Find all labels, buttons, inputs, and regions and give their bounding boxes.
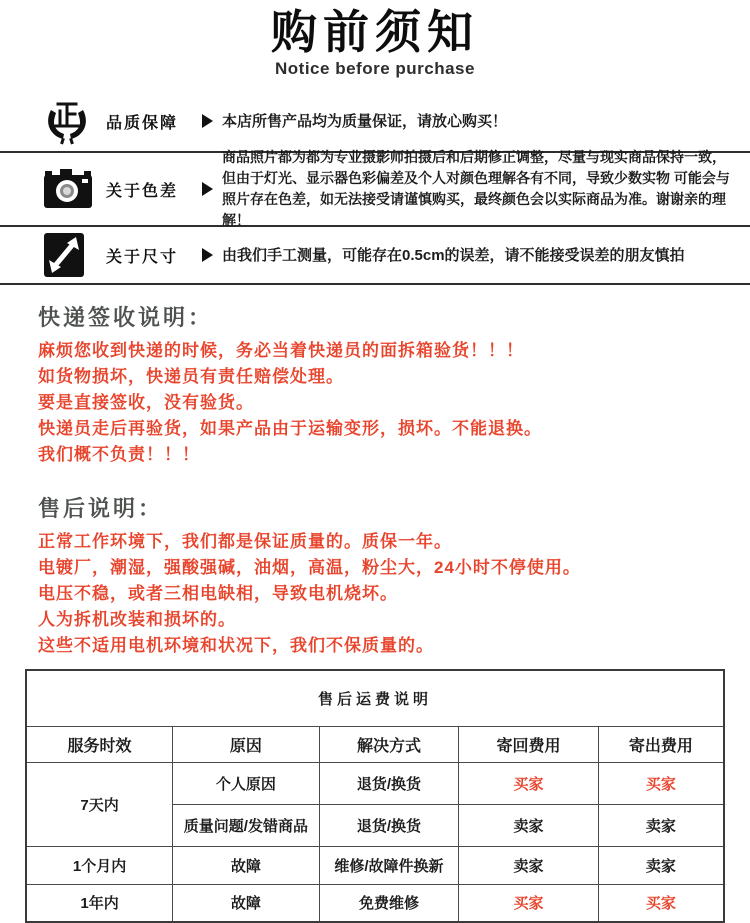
notice-label: 关于色差 <box>106 182 179 200</box>
cell-send-fee: 卖家 <box>598 846 724 884</box>
triangle-bullet-icon <box>202 182 213 196</box>
cell-send-fee: 买家 <box>598 762 724 804</box>
warning-line: 如货物损坏，快递员有责任赔偿处理。 <box>38 367 344 386</box>
table-title-row <box>26 670 724 726</box>
section-title: 快递签收说明： <box>38 305 214 330</box>
warning-line: 电压不稳，或者三相电缺相，导致电机烧坏。 <box>38 584 398 603</box>
cell-send-fee: 卖家 <box>598 804 724 846</box>
cell-solution: 退货/换货 <box>319 762 459 804</box>
delivery-inspection-section <box>0 301 750 468</box>
col-header-return-fee: 寄回费用 <box>459 726 599 762</box>
col-header-send-fee: 寄出费用 <box>598 726 724 762</box>
warning-line: 麻烦您收到快递的时候，务必当着快递员的面拆箱验货！！！ <box>38 341 524 360</box>
notice-text: 由我们手工测量，可能存在0.5cm的误差，请不能接受误差的朋友慎拍 <box>222 246 685 264</box>
cell-send-fee: 买家 <box>598 884 724 922</box>
warning-line: 人为拆机改装和损坏的。 <box>38 610 236 629</box>
table-header-row <box>26 726 724 762</box>
section-title: 售后说明： <box>38 496 164 521</box>
cell-return-fee: 卖家 <box>459 846 599 884</box>
warning-line: 电镀厂，潮湿，强酸强碱，油烟，高温，粉尘大，24小时不停使用。 <box>38 558 581 577</box>
cell-period: 7天内 <box>26 762 173 846</box>
cell-solution: 免费维修 <box>319 884 459 922</box>
cell-solution: 退货/换货 <box>319 804 459 846</box>
shipping-fee-table-wrap <box>25 669 725 923</box>
measure-arrow-icon <box>42 231 94 279</box>
cell-return-fee: 买家 <box>459 762 599 804</box>
cell-return-fee: 卖家 <box>459 804 599 846</box>
notice-label: 关于尺寸 <box>106 248 179 266</box>
cell-cause: 故障 <box>173 884 320 922</box>
cell-cause: 故障 <box>173 846 320 884</box>
col-header-solution: 解决方式 <box>319 726 459 762</box>
warning-line: 我们概不负责！！！ <box>38 445 200 464</box>
col-header-service-period: 服务时效 <box>26 726 173 762</box>
table-row <box>26 846 724 884</box>
hands-holding-genuine-icon <box>42 96 94 146</box>
warning-line: 要是直接签收，没有验货。 <box>38 393 254 412</box>
after-sale-section <box>0 492 750 659</box>
camera-icon <box>42 166 94 212</box>
warning-line: 这些不适用电机环境和状况下，我们不保质量的。 <box>38 636 434 655</box>
triangle-bullet-icon <box>202 248 213 262</box>
notice-list <box>0 91 750 285</box>
cell-solution: 维修/故障件换新 <box>319 846 459 884</box>
shipping-fee-table <box>25 669 725 923</box>
notice-text: 商品照片都为都为专业摄影师拍摄后和后期修正调整，尽量与现实商品保持一致，但由于灯光、显示器色彩偏差及个人对颜色理解各有不同，导致少数实物 可能会与照片存在色差，如无法接受请谨慎购买，最终颜色会以实际商品为准。谢谢亲的理解！ <box>222 149 730 228</box>
cell-period: 1个月内 <box>26 846 173 884</box>
cell-return-fee: 买家 <box>459 884 599 922</box>
page-subtitle: Notice before purchase <box>275 59 475 78</box>
notice-text: 本店所售产品均为质量保证，请放心购买！ <box>222 112 508 130</box>
notice-row-size <box>0 227 750 285</box>
cell-cause: 质量问题/发错商品 <box>173 804 320 846</box>
page-header <box>0 0 750 79</box>
cell-cause: 个人原因 <box>173 762 320 804</box>
table-row <box>26 762 724 804</box>
cell-period: 1年内 <box>26 884 173 922</box>
table-title: 售后运费说明 <box>26 670 724 726</box>
table-row <box>26 884 724 922</box>
col-header-cause: 原因 <box>173 726 320 762</box>
warning-line: 正常工作环境下，我们都是保证质量的。质保一年。 <box>38 532 452 551</box>
warning-line: 快递员走后再验货，如果产品由于运输变形，损坏。不能退换。 <box>38 419 542 438</box>
notice-row-quality <box>0 91 750 153</box>
page-title: 购前须知 <box>271 6 479 58</box>
notice-row-color <box>0 149 750 228</box>
triangle-bullet-icon <box>202 114 213 128</box>
notice-label: 品质保障 <box>106 114 179 132</box>
